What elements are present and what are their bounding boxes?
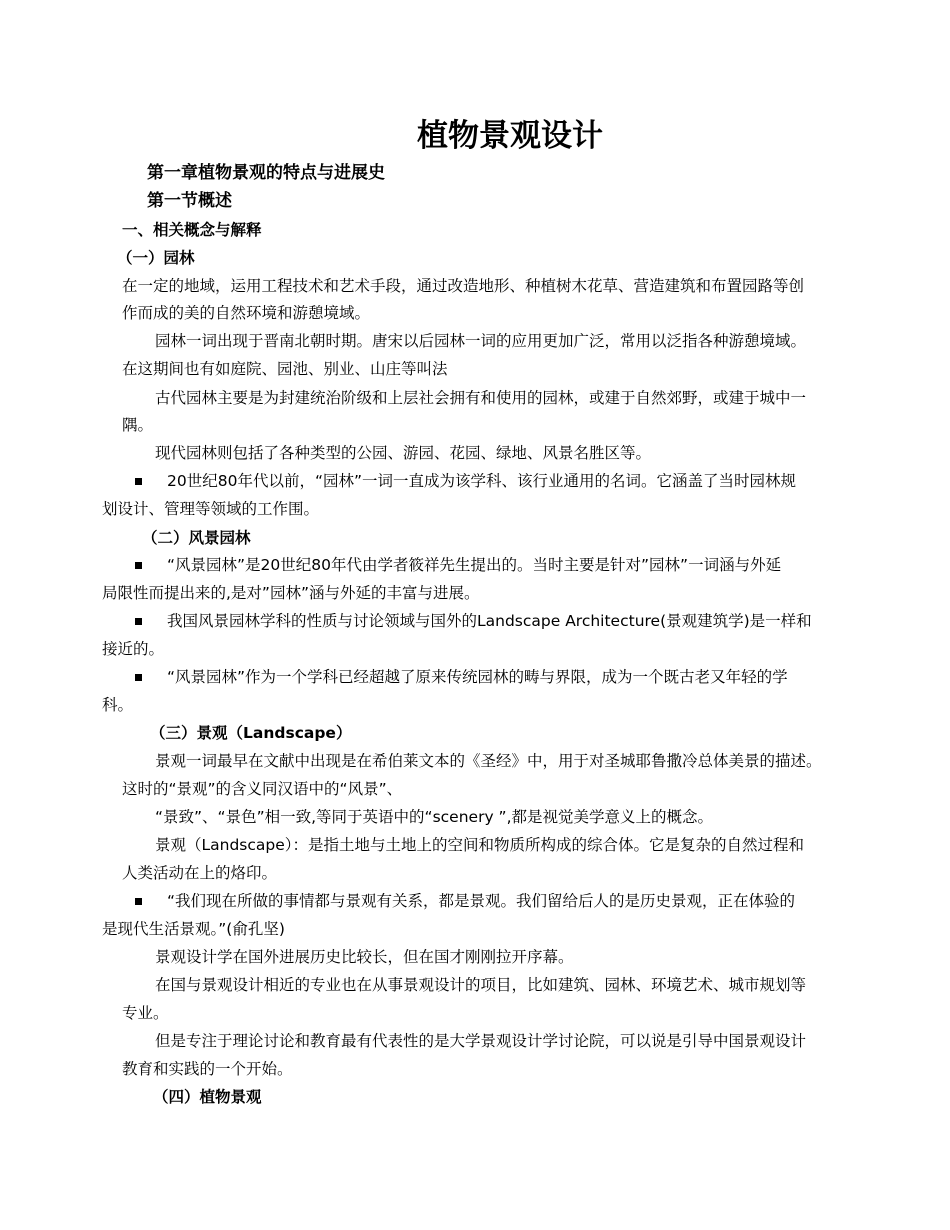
paragraph-line: 景观一词最早在文献中出现是在希伯莱文本的《圣经》中，用于对圣城耶鲁撒冷总体美景的描述。 <box>155 752 822 770</box>
bullet-marker <box>135 674 142 681</box>
paragraph-line: 园林一词出现于晋南北朝时期。唐宋以后园林一词的应用更加广泛，常用以泛指各种游憩境域。 <box>155 332 807 350</box>
bullet-line: 局限性而提出来的,是对”园林”涵与外延的丰富与进展。 <box>102 584 480 602</box>
heading-related-concepts: 一、相关概念与解释 <box>122 221 262 239</box>
subheading-landscape: （三）景观（Landscape） <box>150 724 352 742</box>
bullet-line: “风景园林”是20世纪80年代由学者筱祥先生提出的。当时主要是针对”园林”一词涵与外延 <box>167 556 782 574</box>
paragraph-line: 这时的“景观”的含义同汉语中的“风景”、 <box>122 780 403 798</box>
paragraph-line: 景观（Landscape）：是指土地与土地上的空间和物质所构成的综合体。它是复杂的自然过程和 <box>155 836 805 854</box>
bullet-marker <box>135 562 142 569</box>
bullet-line: 我国风景园林学科的性质与讨论领域与国外的Landscape Architecture(景观建筑学)是一样和 <box>167 612 812 630</box>
document-title: 植物景观设计 <box>417 118 603 154</box>
paragraph-line: 隅。 <box>122 416 154 434</box>
bullet-line: 科。 <box>102 696 134 714</box>
subheading-fengjing-yuanlin: （二）风景园林 <box>142 529 251 547</box>
subheading-yuanlin: （一）园林 <box>117 249 195 267</box>
paragraph-line: 在国与景观设计相近的专业也在从事景观设计的项目，比如建筑、园林、环境艺术、城市规划等 <box>155 976 807 994</box>
section-heading: 第一节概述 <box>147 191 232 211</box>
bullet-line: 20世纪80年代以前，“园林”一词一直成为该学科、该行业通用的名词。它涵盖了当时园林规 <box>167 472 797 490</box>
paragraph-line: 人类活动在上的烙印。 <box>122 864 278 882</box>
paragraph-line: 古代园林主要是为封建统治阶级和上层社会拥有和使用的园林，或建于自然郊野，或建于城中一 <box>155 389 807 407</box>
chapter-heading: 第一章植物景观的特点与进展史 <box>147 163 385 183</box>
paragraph-line: 现代园林则包括了各种类型的公园、游园、花园、绿地、风景名胜区等。 <box>155 444 652 462</box>
bullet-line: “我们现在所做的事情都与景观有关系，都是景观。我们留给后人的是历史景观，正在体验的 <box>167 892 796 910</box>
paragraph-line: 作而成的美的自然环境和游憩境域。 <box>122 304 371 322</box>
paragraph-line: 在这期间也有如庭院、园池、别业、山庄等叫法 <box>122 360 448 378</box>
paragraph-line: 但是专注于理论讨论和教育最有代表性的是大学景观设计学讨论院，可以说是引导中国景观设计 <box>155 1032 807 1050</box>
bullet-marker <box>135 478 142 485</box>
bullet-line: 接近的。 <box>102 640 165 658</box>
bullet-marker <box>135 898 142 905</box>
paragraph-line: “景致”、“景色”相一致,等同于英语中的“scenery ”,都是视觉美学意义上的概念。 <box>155 808 714 826</box>
paragraph-line: 景观设计学在国外进展历史比较长，但在国才刚刚拉开序幕。 <box>155 948 574 966</box>
bullet-line: “风景园林”作为一个学科已经超越了原来传统园林的畴与界限，成为一个既古老又年轻的学 <box>167 668 788 686</box>
bullet-line: 是现代生活景观。”(俞孔坚) <box>102 920 285 938</box>
paragraph-line: 在一定的地域，运用工程技术和艺术手段，通过改造地形、种植树木花草、营造建筑和布置园路等创 <box>122 277 805 295</box>
bullet-marker <box>135 618 142 625</box>
paragraph-line: 教育和实践的一个开始。 <box>122 1060 293 1078</box>
paragraph-line: 专业。 <box>122 1004 169 1022</box>
subheading-plant-landscape: （四）植物景观 <box>153 1088 262 1106</box>
bullet-line: 划设计、管理等领域的工作围。 <box>102 500 320 518</box>
